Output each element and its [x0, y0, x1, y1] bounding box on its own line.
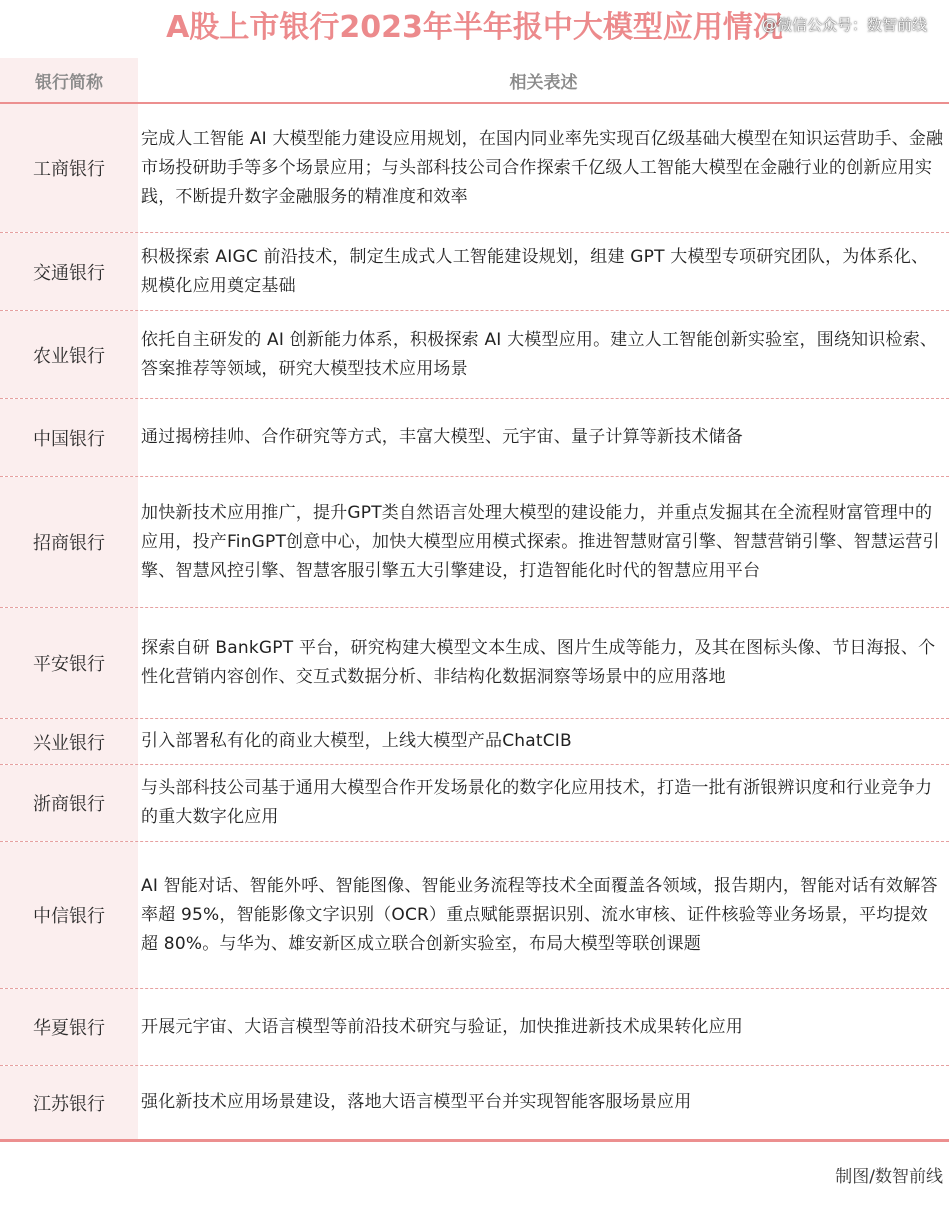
table-header [0, 58, 949, 104]
bank-name: 平安银行 [0, 608, 138, 718]
description-text: AI 智能对话、智能外呼、智能图像、智能业务流程等技术全面覆盖各领域，报告期内，智能对话有效解答率超 95%，智能影像文字识别（OCR）重点赋能票据识别、流水审核、证件核验等业务场景，平均提效超 80%。与华为、雄安新区成立联合创新实验室，布局大模型等联创课题 [141, 875, 938, 954]
bank-description [138, 842, 949, 988]
bank-name: 工商银行 [0, 104, 138, 232]
table-row [0, 719, 949, 765]
bank-description [138, 989, 949, 1065]
description-text: 通过揭榜挂帅、合作研究等方式，丰富大模型、元宇宙、量子计算等新技术储备 [141, 427, 743, 447]
table-row [0, 608, 949, 719]
table-bottom-border [0, 1139, 949, 1142]
table-row [0, 233, 949, 311]
bank-name: 兴业银行 [0, 719, 138, 764]
bank-description [138, 399, 949, 476]
description-text: 积极探索 AIGC 前沿技术，制定生成式人工智能建设规划，组建 GPT 大模型专项研究团队，为体系化、规模化应用奠定基础 [141, 246, 929, 296]
description-text: 依托自主研发的 AI 创新能力体系，积极探索 AI 大模型应用。建立人工智能创新实验室，围绕知识检索、答案推荐等领域，研究大模型技术应用场景 [141, 329, 938, 379]
bank-description [138, 233, 949, 310]
table-row [0, 104, 949, 233]
table-row [0, 311, 949, 399]
table-row [0, 842, 949, 989]
watermark: @微信公众号：数智前线 [761, 16, 927, 34]
description-text: 探索自研 BankGPT 平台，研究构建大模型文本生成、图片生成等能力，及其在图标头像、节日海报、个性化营销内容创作、交互式数据分析、非结构化数据洞察等场景中的应用落地 [141, 638, 936, 687]
description-text: 引入部署私有化的商业大模型，上线大模型产品ChatCIB [141, 731, 572, 751]
description-text: 完成人工智能 AI 大模型能力建设应用规划，在国内同业率先实现百亿级基础大模型在知识运营助手、金融市场投研助手等多个场景应用；与头部科技公司合作探索千亿级人工智能大模型在金融行业的创新应用实践，不断提升数字金融服务的精准度和效率 [141, 128, 944, 207]
table-row [0, 989, 949, 1066]
credit-line: 制图/数智前线 [835, 1167, 943, 1187]
bank-name: 江苏银行 [0, 1066, 138, 1139]
header-description: 相关表述 [509, 72, 578, 93]
description-text: 强化新技术应用场景建设，落地大语言模型平台并实现智能客服场景应用 [141, 1092, 692, 1112]
table-row [0, 765, 949, 842]
header-bank-name: 银行简称 [0, 58, 138, 102]
bank-name: 中信银行 [0, 842, 138, 988]
bank-name: 招商银行 [0, 477, 138, 607]
bank-name: 交通银行 [0, 233, 138, 310]
bank-table [0, 104, 949, 1139]
bank-name: 农业银行 [0, 311, 138, 398]
bank-description [138, 311, 949, 398]
table-row [0, 1066, 949, 1139]
bank-name: 华夏银行 [0, 989, 138, 1065]
description-text: 加快新技术应用推广，提升GPT类自然语言处理大模型的建设能力，并重点发掘其在全流程财富管理中的应用，投产FinGPT创意中心，加快大模型应用模式探索。推进智慧财富引擎、智慧营销引擎、智慧运营引擎、智慧风控引擎、智慧客服引擎五大引擎建设，打造智能化时代的智慧应用平台 [141, 502, 940, 581]
table-row [0, 477, 949, 608]
bank-name: 浙商银行 [0, 765, 138, 841]
description-text: 开展元宇宙、大语言模型等前沿技术研究与验证，加快推进新技术成果转化应用 [141, 1016, 743, 1037]
page-title: A股上市银行2023年半年报中大模型应用情况 [166, 10, 783, 45]
bank-name: 中国银行 [0, 399, 138, 476]
description-text: 与头部科技公司基于通用大模型合作开发场景化的数字化应用技术，打造一批有浙银辨识度和行业竞争力的重大数字化应用 [141, 778, 933, 827]
bank-description [138, 719, 949, 764]
bank-description [138, 765, 949, 841]
bank-description [138, 104, 949, 232]
bank-description [138, 1066, 949, 1139]
bank-description [138, 477, 949, 607]
table-row [0, 399, 949, 477]
bank-description [138, 608, 949, 718]
